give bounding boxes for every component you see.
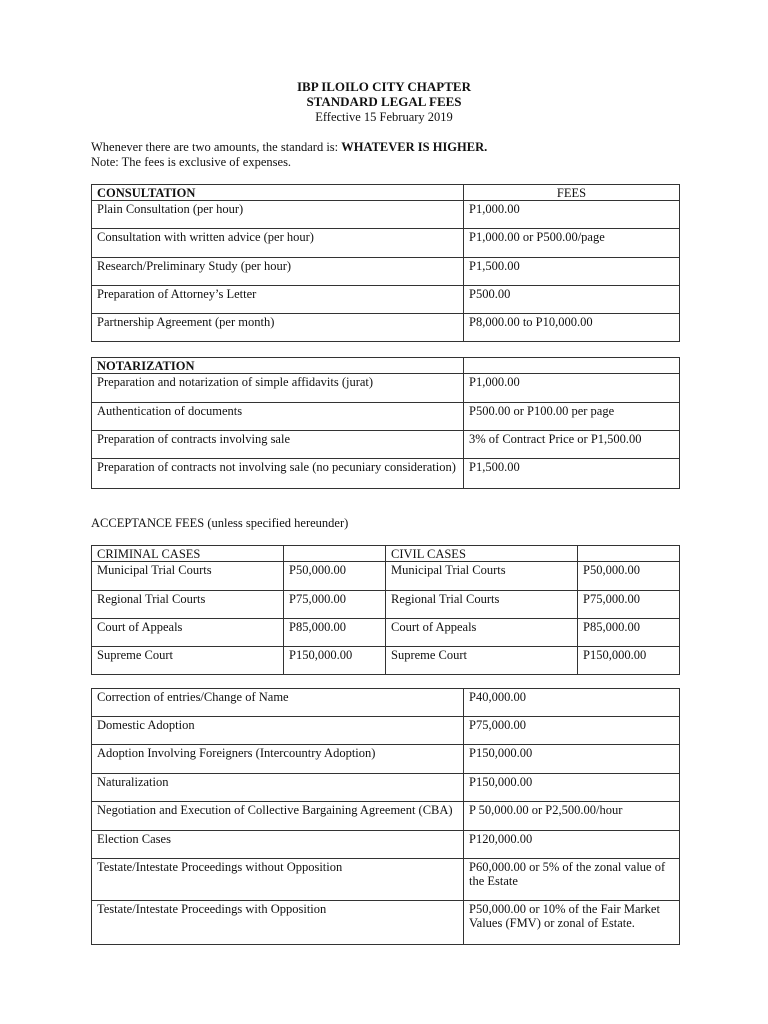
criminal-fee-cell: P75,000.00: [284, 591, 386, 619]
fee-cell: P1,500.00: [464, 459, 680, 489]
acceptance-fees-table: [91, 545, 680, 675]
consultation-header-row: [92, 185, 680, 201]
fee-cell: P1,000.00: [464, 374, 680, 403]
fee-cell: P75,000.00: [464, 717, 680, 745]
fee-cell: P50,000.00 or 10% of the Fair Market Values (FMV) or zonal of Estate.: [464, 901, 680, 945]
table-row: [92, 229, 680, 258]
service-cell: Testate/Intestate Proceedings with Opposition: [92, 901, 464, 945]
service-cell: Preparation of contracts involving sale: [92, 431, 464, 459]
table-row: [92, 689, 680, 717]
special-proceedings-table: [91, 688, 680, 945]
service-cell: Correction of entries/Change of Name: [92, 689, 464, 717]
civil-fee-cell: P85,000.00: [578, 619, 680, 647]
service-cell: Domestic Adoption: [92, 717, 464, 745]
criminal-court-cell: Regional Trial Courts: [92, 591, 284, 619]
table-row: [92, 562, 680, 591]
table-row: [92, 374, 680, 403]
fee-cell: P120,000.00: [464, 831, 680, 859]
empty-cell: [464, 358, 680, 374]
chapter-title: IBP ILOILO CITY CHAPTER: [297, 79, 471, 94]
intro-text: [91, 140, 487, 154]
fee-cell: P1,000.00: [464, 201, 680, 229]
acceptance-header-row: [92, 546, 680, 562]
fee-cell: P8,000.00 to P10,000.00: [464, 314, 680, 342]
fee-cell: P1,000.00 or P500.00/page: [464, 229, 680, 258]
service-cell: Preparation of Attorney’s Letter: [92, 286, 464, 314]
table-row: [92, 619, 680, 647]
civil-fee-cell: P75,000.00: [578, 591, 680, 619]
table-row: [92, 901, 680, 945]
empty-cell: [284, 546, 386, 562]
service-cell: Negotiation and Execution of Collective Bargaining Agreement (CBA): [92, 802, 464, 831]
fee-cell: P150,000.00: [464, 774, 680, 802]
service-cell: Election Cases: [92, 831, 464, 859]
civil-court-cell: Court of Appeals: [386, 619, 578, 647]
service-cell: Naturalization: [92, 774, 464, 802]
civil-court-cell: Municipal Trial Courts: [386, 562, 578, 591]
intro-standard: Whenever there are two amounts, the standard is:: [91, 140, 342, 154]
document-title: STANDARD LEGAL FEES: [306, 94, 462, 109]
criminal-court-cell: Supreme Court: [92, 647, 284, 675]
table-row: [92, 459, 680, 489]
consultation-heading: CONSULTATION: [92, 185, 464, 201]
table-row: [92, 286, 680, 314]
table-row: [92, 403, 680, 431]
fee-cell: P150,000.00: [464, 745, 680, 774]
intro-emphasis: WHATEVER IS HIGHER.: [341, 140, 488, 154]
table-row: [92, 647, 680, 675]
civil-court-cell: Supreme Court: [386, 647, 578, 675]
notarization-heading: NOTARIZATION: [92, 358, 464, 374]
acceptance-fees-title: ACCEPTANCE FEES (unless specified hereunder): [91, 516, 349, 530]
notarization-table: [91, 357, 680, 489]
service-cell: Testate/Intestate Proceedings without Opposition: [92, 859, 464, 901]
criminal-court-cell: Court of Appeals: [92, 619, 284, 647]
fee-cell: P 50,000.00 or P2,500.00/hour: [464, 802, 680, 831]
table-row: [92, 859, 680, 901]
civil-fee-cell: P50,000.00: [578, 562, 680, 591]
service-cell: Partnership Agreement (per month): [92, 314, 464, 342]
table-row: [92, 802, 680, 831]
table-row: [92, 745, 680, 774]
expenses-note: Note: The fees is exclusive of expenses.: [91, 155, 292, 169]
criminal-court-cell: Municipal Trial Courts: [92, 562, 284, 591]
service-cell: Plain Consultation (per hour): [92, 201, 464, 229]
service-cell: Consultation with written advice (per hour): [92, 229, 464, 258]
service-cell: Preparation and notarization of simple affidavits (jurat): [92, 374, 464, 403]
fee-cell: P500.00 or P100.00 per page: [464, 403, 680, 431]
criminal-fee-cell: P85,000.00: [284, 619, 386, 647]
notarization-header-row: [92, 358, 680, 374]
effective-date: Effective 15 February 2019: [315, 110, 453, 124]
table-row: [92, 201, 680, 229]
civil-cases-heading: CIVIL CASES: [386, 546, 578, 562]
service-cell: Authentication of documents: [92, 403, 464, 431]
fee-cell: P1,500.00: [464, 258, 680, 286]
empty-cell: [578, 546, 680, 562]
table-row: [92, 314, 680, 342]
consultation-table: [91, 184, 680, 342]
table-row: [92, 431, 680, 459]
table-row: [92, 831, 680, 859]
civil-fee-cell: P150,000.00: [578, 647, 680, 675]
table-row: [92, 258, 680, 286]
fee-cell: 3% of Contract Price or P1,500.00: [464, 431, 680, 459]
criminal-cases-heading: CRIMINAL CASES: [92, 546, 284, 562]
table-row: [92, 591, 680, 619]
fees-heading: FEES: [464, 185, 680, 201]
service-cell: Research/Preliminary Study (per hour): [92, 258, 464, 286]
criminal-fee-cell: P150,000.00: [284, 647, 386, 675]
criminal-fee-cell: P50,000.00: [284, 562, 386, 591]
civil-court-cell: Regional Trial Courts: [386, 591, 578, 619]
fee-cell: P60,000.00 or 5% of the zonal value of the Estate: [464, 859, 680, 901]
table-row: [92, 717, 680, 745]
table-row: [92, 774, 680, 802]
fee-cell: P500.00: [464, 286, 680, 314]
service-cell: Adoption Involving Foreigners (Intercountry Adoption): [92, 745, 464, 774]
fee-cell: P40,000.00: [464, 689, 680, 717]
service-cell: Preparation of contracts not involving sale (no pecuniary consideration): [92, 459, 464, 489]
